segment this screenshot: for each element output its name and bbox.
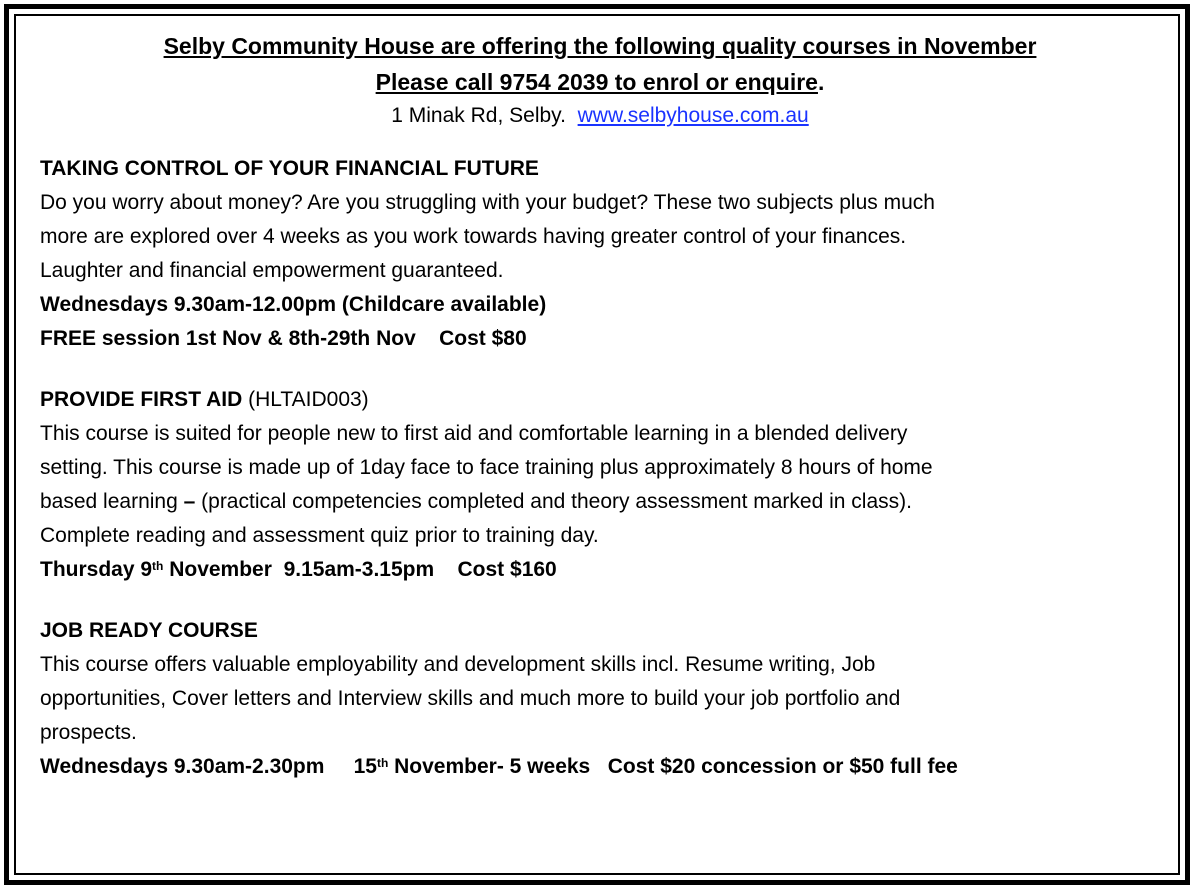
header-period: . (817, 69, 825, 95)
course-job-ready (40, 614, 1160, 784)
schedule-part: Thursday 9 (40, 558, 153, 581)
course-schedule: Wednesdays 9.30am-12.00pm (Childcare available) (40, 293, 547, 316)
course-schedule (40, 553, 1160, 587)
address-line (40, 100, 1160, 132)
course-description-line: Complete reading and assessment quiz prior to training day. (40, 524, 599, 547)
course-title-row (40, 383, 1160, 417)
course-description-line: prospects. (40, 721, 137, 744)
enrol-phone-text: Please call 9754 2039 to enrol or enquire (375, 69, 818, 95)
schedule-part: November- 5 weeks Cost $20 concession or $50 full fee (388, 755, 958, 778)
ordinal-suffix: th (376, 756, 389, 770)
course-description-line: setting. This course is made up of 1day face to face training plus approximately 8 hours of home (40, 456, 933, 479)
course-title: TAKING CONTROL OF YOUR FINANCIAL FUTURE (40, 157, 539, 180)
course-description-line: This course offers valuable employability and development skills incl. Resume writing, Job (40, 653, 876, 676)
course-description-text: (practical competencies completed and theory assessment marked in class). (201, 490, 912, 513)
course-code: (HLTAID003) (242, 388, 369, 411)
flyer-content (40, 28, 1160, 811)
schedule-part: Wednesdays 9.30am-2.30pm 15 (40, 755, 377, 778)
header-line-1: Selby Community House are offering the following quality courses in November (163, 33, 1037, 59)
header-line-2 (40, 64, 1160, 100)
course-schedule (40, 750, 1160, 784)
course-title: PROVIDE FIRST AID (40, 388, 243, 411)
ordinal-suffix: th (152, 559, 164, 573)
course-first-aid (40, 383, 1160, 587)
course-description-line: Laughter and financial empowerment guaranteed. (40, 259, 504, 282)
course-description-line: This course is suited for people new to first aid and comfortable learning in a blended delivery (40, 422, 908, 445)
address-text: 1 Minak Rd, Selby. (391, 104, 566, 127)
schedule-part: November 9.15am-3.15pm Cost $160 (163, 558, 557, 581)
dash-separator: – (177, 490, 202, 513)
course-financial-future (40, 152, 1160, 356)
course-description-line (40, 485, 1160, 519)
course-description-line: opportunities, Cover letters and Interview skills and much more to build your job portfolio and (40, 687, 901, 710)
course-cost: FREE session 1st Nov & 8th-29th Nov Cost $80 (40, 327, 527, 350)
course-description-line: more are explored over 4 weeks as you work towards having greater control of your finances. (40, 225, 907, 248)
course-title: JOB READY COURSE (40, 619, 258, 642)
course-description-line: Do you worry about money? Are you struggling with your budget? These two subjects plus much (40, 191, 935, 214)
website-link[interactable]: www.selbyhouse.com.au (577, 104, 809, 127)
course-description-text: based learning (40, 490, 178, 513)
